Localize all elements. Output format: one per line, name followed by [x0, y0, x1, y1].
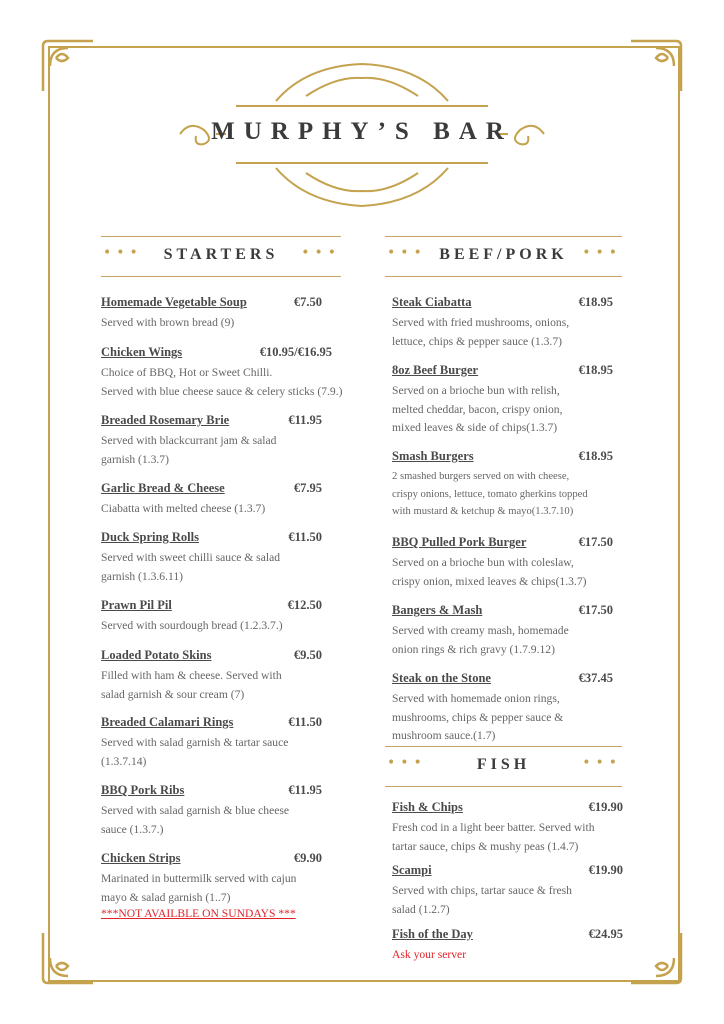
item-description [392, 382, 563, 438]
item-price: €18.95 [578, 295, 613, 309]
item-description [392, 882, 572, 919]
description-line: Served with fried mushrooms, onions, [392, 316, 570, 329]
description-line: melted cheddar, bacon, crispy onion, [392, 402, 563, 416]
item-description [392, 819, 595, 856]
description-line: Served with salad garnish & blue cheese [101, 804, 290, 817]
description-line: Filled with ham & cheese. Served with [101, 669, 282, 682]
description-line: garnish (1.3.7) [101, 452, 169, 466]
section-title: FISH [476, 756, 531, 773]
item-name: Chicken Strips [101, 851, 181, 865]
availability-notice: ***NOT AVAILBLE ON SUNDAYS *** [101, 907, 296, 920]
description-line: crispy onion, mixed leaves & chips(1.3.7) [392, 574, 587, 588]
item-description [392, 554, 586, 591]
item-name: Smash Burgers [392, 449, 474, 463]
item-description [392, 314, 569, 351]
item-name: Steak Ciabatta [392, 295, 472, 309]
item-description [101, 500, 265, 519]
description-line: Ciabatta with melted cheese (1.3.7) [101, 502, 266, 515]
item-price: €7.50 [293, 295, 322, 309]
description-line: tartar sauce, chips & mushy peas (1.4.7) [392, 839, 579, 853]
description-line: Marinated in buttermilk served with cajun [101, 872, 297, 885]
description-line: salad (1.2.7) [392, 902, 450, 916]
item-name: Garlic Bread & Cheese [101, 481, 225, 495]
description-line: Fresh cod in a light beer batter. Served with [392, 821, 595, 834]
description-line: Choice of BBQ, Hot or Sweet Chilli. [101, 366, 273, 379]
item-price: €37.45 [578, 671, 613, 685]
section-title: STARTERS [163, 246, 279, 263]
corner-ornament-icon [626, 36, 686, 96]
item-description [101, 667, 282, 704]
description-line: mushroom sauce.(1.7) [392, 729, 496, 742]
item-price: €18.95 [578, 449, 613, 463]
item-name: Bangers & Mash [392, 603, 483, 617]
description-line: Served with chips, tartar sauce & fresh [392, 884, 572, 897]
description-line: salad garnish & sour cream (7) [101, 687, 245, 701]
description-line: crispy onions, lettuce, tomato gherkins topped [392, 488, 588, 500]
item-price: €17.50 [578, 535, 613, 549]
description-line: lettuce, chips & pepper sauce (1.3.7) [392, 334, 562, 348]
description-line: Served with blue cheese sauce & celery sticks (7.9.) [101, 384, 343, 398]
section-header-beef-pork: ••• ••• BEEF/PORK [385, 236, 622, 278]
corner-ornament-icon [626, 928, 686, 988]
item-name: Chicken Wings [101, 345, 183, 359]
item-price: €18.95 [578, 363, 613, 377]
item-description [101, 314, 234, 333]
item-description [101, 617, 283, 636]
item-description [101, 364, 342, 401]
item-name: Scampi [392, 863, 432, 877]
item-name: Loaded Potato Skins [101, 648, 212, 662]
description-line: garnish (1.3.6.11) [101, 569, 183, 583]
description-line: mayo & salad garnish (1..7) [101, 890, 231, 904]
description-line: mushrooms, chips & pepper sauce & [392, 710, 564, 724]
item-name: Steak on the Stone [392, 671, 491, 685]
item-description [392, 622, 569, 659]
description-line: onion rings & rich gravy (1.7.9.12) [392, 642, 555, 656]
description-line: 2 smashed burgers served on with cheese, [392, 471, 570, 482]
description-line: mixed leaves & side of chips(1.3.7) [392, 421, 558, 434]
item-description [101, 549, 280, 586]
item-price: €11.50 [288, 715, 322, 729]
item-name: Breaded Calamari Rings [101, 715, 234, 729]
item-name: Fish of the Day [392, 927, 473, 941]
item-price: €10.95/€16.95 [259, 345, 332, 359]
description-line: sauce (1.3.7.) [101, 822, 164, 836]
item-name: BBQ Pork Ribs [101, 783, 185, 797]
item-description [392, 468, 588, 521]
item-price: €11.95 [288, 413, 322, 427]
description-line: Served with brown bread (9) [101, 316, 235, 329]
description-line: Served with homemade onion rings, [392, 692, 560, 705]
item-description [101, 870, 296, 907]
description-line: Served with sourdough bread (1.2.3.7.) [101, 619, 283, 632]
item-name: 8oz Beef Burger [392, 363, 479, 377]
item-name: Fish & Chips [392, 800, 463, 814]
description-line: Ask your server [392, 948, 467, 961]
item-price: €17.50 [578, 603, 613, 617]
item-description [101, 802, 289, 839]
description-line: Served with creamy mash, homemade [392, 624, 569, 637]
item-price: €11.95 [288, 783, 322, 797]
description-line: Served with blackcurrant jam & salad [101, 434, 277, 447]
item-price: €24.95 [588, 927, 623, 941]
description-line: (1.3.7.14) [101, 754, 147, 768]
item-description [101, 734, 288, 771]
section-header-fish: ••• ••• FISH [385, 746, 622, 788]
item-name: Homemade Vegetable Soup [101, 295, 247, 309]
description-line: Served with sweet chilli sauce & salad [101, 551, 281, 564]
section-header-starters: ••• ••• STARTERS [101, 236, 341, 278]
section-title: BEEF/PORK [439, 246, 568, 263]
description-line: Served on a brioche bun with coleslaw, [392, 556, 574, 569]
item-price: €9.50 [293, 648, 322, 662]
description-line: Served with salad garnish & tartar sauce [101, 736, 289, 749]
item-description [392, 690, 563, 746]
item-name: BBQ Pulled Pork Burger [392, 535, 527, 549]
corner-ornament-icon [38, 928, 98, 988]
item-price: €19.90 [588, 800, 623, 814]
item-description [392, 946, 466, 965]
item-price: €12.50 [287, 598, 322, 612]
item-name: Duck Spring Rolls [101, 530, 199, 544]
item-price: €9.90 [293, 851, 322, 865]
item-price: €19.90 [588, 863, 623, 877]
item-price: €11.50 [288, 530, 322, 544]
item-price: €7.95 [293, 481, 322, 495]
page-title: MURPHY’S BAR [211, 118, 513, 145]
item-description [101, 432, 276, 469]
item-name: Prawn Pil Pil [101, 598, 172, 612]
item-name: Breaded Rosemary Brie [101, 413, 230, 427]
description-line: Served on a brioche bun with relish, [392, 384, 560, 397]
corner-ornament-icon [38, 36, 98, 96]
description-line: with mustard & ketchup & mayo(1.3.7.10) [392, 506, 574, 517]
